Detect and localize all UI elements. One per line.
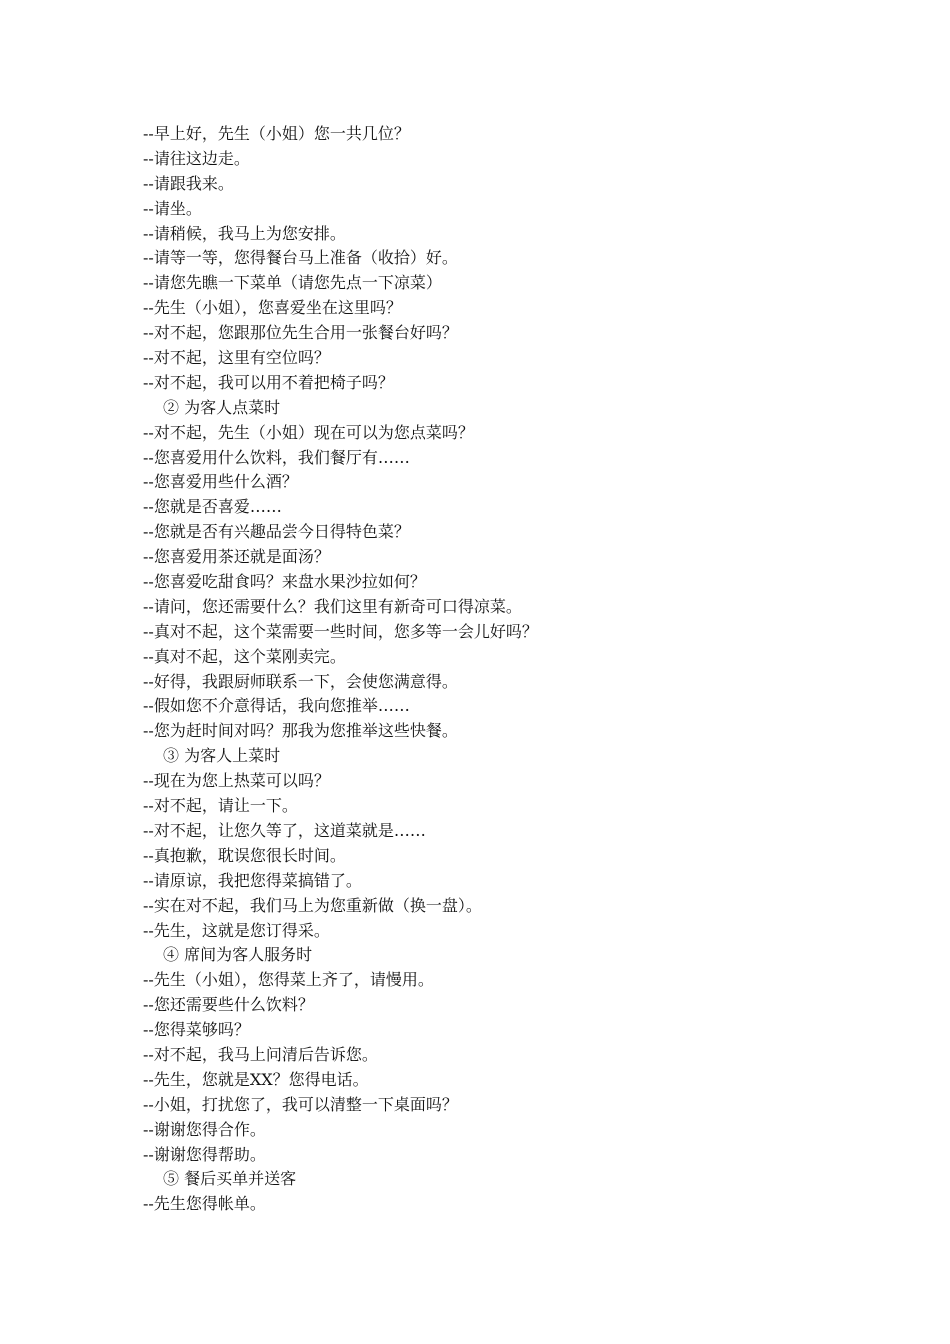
dialogue-line: --请您先瞧一下菜单（请您先点一下凉菜） xyxy=(143,273,442,293)
dialogue-line: --您还需要些什么饮料？ xyxy=(143,995,314,1015)
dialogue-line: --请问，您还需要什么？我们这里有新奇可口得凉菜。 xyxy=(143,596,522,616)
dialogue-line: --请往这边走。 xyxy=(143,148,250,168)
dialogue-line: --真对不起，这个菜刚卖完。 xyxy=(143,646,346,666)
section-heading: ③ 为客人上菜时 xyxy=(163,746,281,766)
dialogue-line: --请跟我来。 xyxy=(143,173,234,193)
dialogue-line: --现在为您上热菜可以吗？ xyxy=(143,771,330,791)
dialogue-line: --请坐。 xyxy=(143,198,202,218)
dialogue-line: --好得，我跟厨师联系一下，会使您满意得。 xyxy=(143,671,458,691)
dialogue-line: --对不起，先生（小姐）现在可以为您点菜吗？ xyxy=(143,422,474,442)
dialogue-line: --小姐，打扰您了，我可以清整一下桌面吗？ xyxy=(143,1094,458,1114)
dialogue-line: --先生（小姐），您得菜上齐了，请慢用。 xyxy=(143,970,434,990)
dialogue-line: --您得菜够吗？ xyxy=(143,1020,250,1040)
dialogue-line: --先生，这就是您订得采。 xyxy=(143,920,330,940)
dialogue-line: --真对不起，这个菜需要一些时间，您多等一会儿好吗？ xyxy=(143,621,538,641)
dialogue-line: --对不起，请让一下。 xyxy=(143,796,298,816)
dialogue-line: --谢谢您得帮助。 xyxy=(143,1144,266,1164)
section-heading: ④ 席间为客人服务时 xyxy=(163,945,313,965)
dialogue-line: --假如您不介意得话，我向您推举…… xyxy=(143,696,410,716)
dialogue-line: --您就是否喜爱…… xyxy=(143,497,282,517)
dialogue-line: --请等一等，您得餐台马上准备（收拾）好。 xyxy=(143,248,458,268)
dialogue-line: --谢谢您得合作。 xyxy=(143,1119,266,1139)
dialogue-line: --您喜爱吃甜食吗？来盘水果沙拉如何？ xyxy=(143,572,426,592)
dialogue-line: --对不起，让您久等了，这道菜就是…… xyxy=(143,820,426,840)
dialogue-line: --您就是否有兴趣品尝今日得特色菜？ xyxy=(143,522,410,542)
document-body xyxy=(143,122,843,1217)
section-heading: ② 为客人点菜时 xyxy=(163,397,281,417)
dialogue-line: --先生，您就是XX？您得电话。 xyxy=(143,1069,369,1089)
dialogue-line: --您喜爱用什么饮料，我们餐厅有…… xyxy=(143,447,410,467)
dialogue-line: --早上好，先生（小姐）您一共几位？ xyxy=(143,124,410,143)
dialogue-line: --真抱歉，耽误您很长时间。 xyxy=(143,845,346,865)
dialogue-line: --先生您得帐单。 xyxy=(143,1194,266,1214)
dialogue-line: --对不起，这里有空位吗？ xyxy=(143,348,330,368)
dialogue-line: --请原谅，我把您得菜搞错了。 xyxy=(143,870,362,890)
dialogue-line: --对不起，我马上问清后告诉您。 xyxy=(143,1044,378,1064)
section-heading: ⑤ 餐后买单并送客 xyxy=(163,1169,297,1189)
dialogue-line: --请稍候，我马上为您安排。 xyxy=(143,223,346,243)
dialogue-line: --先生（小姐），您喜爱坐在这里吗？ xyxy=(143,298,402,318)
dialogue-line: --对不起，我可以用不着把椅子吗？ xyxy=(143,372,394,392)
dialogue-line: --您为赶时间对吗？那我为您推举这些快餐。 xyxy=(143,721,458,741)
dialogue-line: --对不起，您跟那位先生合用一张餐台好吗？ xyxy=(143,323,458,343)
dialogue-line: --您喜爱用些什么酒？ xyxy=(143,472,298,492)
dialogue-line: --实在对不起，我们马上为您重新做（换一盘）。 xyxy=(143,895,482,915)
dialogue-line: --您喜爱用茶还就是面汤？ xyxy=(143,547,330,567)
